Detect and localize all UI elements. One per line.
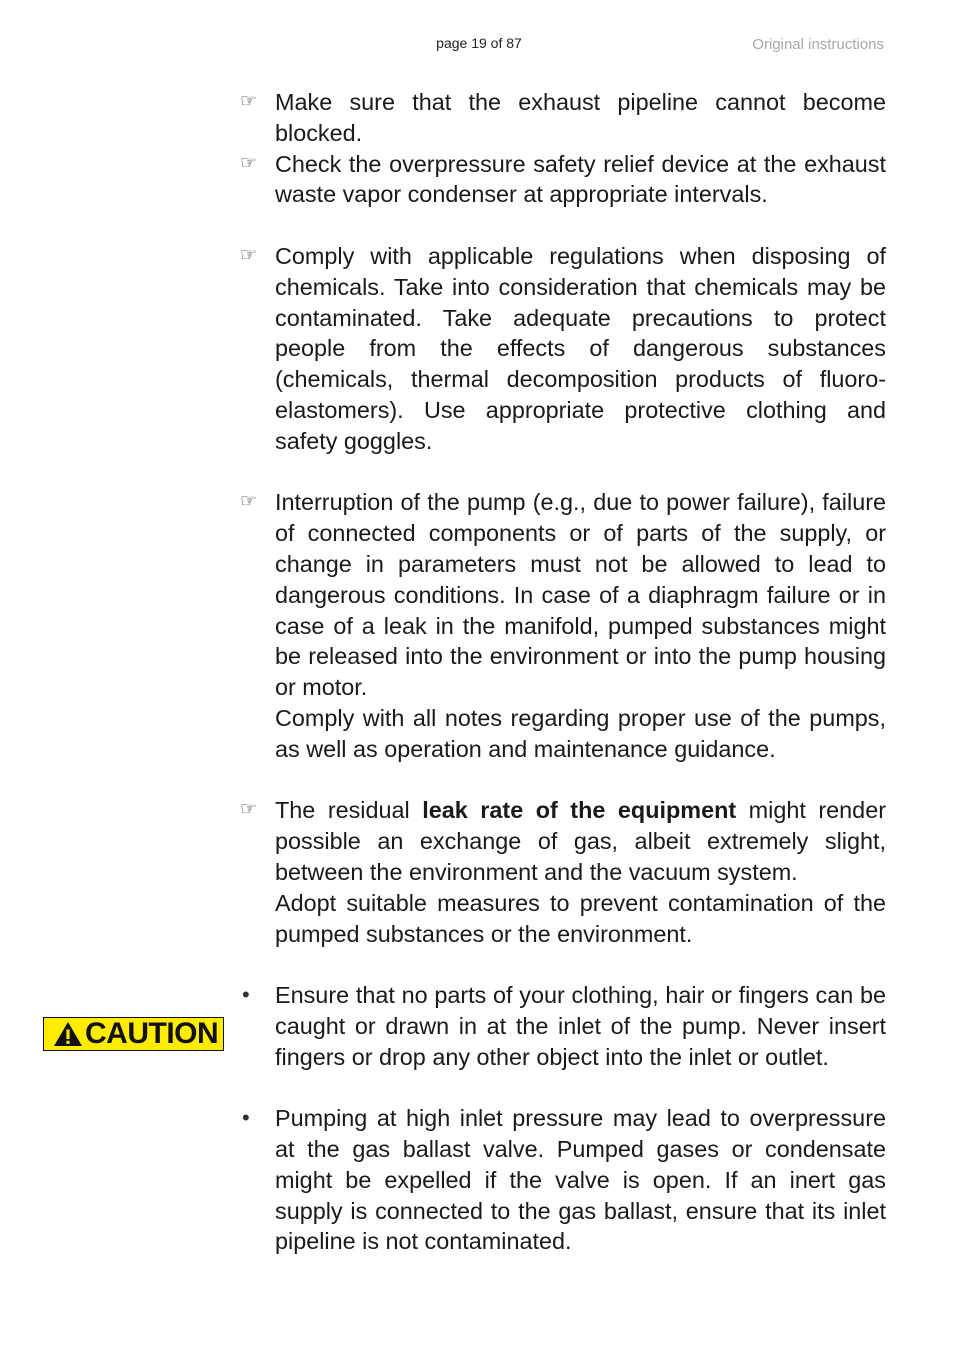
safety-instructions bbox=[240, 87, 886, 1257]
item-text: Check the overpressure safety relief device at the exhaust waste vapor condenser at appropriate intervals. bbox=[275, 150, 886, 208]
list-item bbox=[240, 795, 886, 949]
list-item bbox=[240, 87, 886, 149]
caution-label bbox=[43, 1017, 224, 1051]
list-item bbox=[240, 1103, 886, 1257]
list-item bbox=[240, 149, 886, 211]
item-text-continued: Comply with all notes regarding proper use of the pumps, as well as operation and maintenance guidance. bbox=[275, 704, 886, 762]
list-item bbox=[240, 487, 886, 764]
pointing-hand-icon: ☞ bbox=[240, 152, 258, 174]
spacer bbox=[240, 949, 886, 980]
caution-text: CAUTION bbox=[85, 1017, 219, 1050]
item-text-start: The residual bbox=[275, 797, 423, 824]
spacer bbox=[240, 210, 886, 241]
item-text-end: might render possible an exchange of gas, albeit extremely slight, between the environment and the vacuum system. bbox=[275, 797, 886, 885]
warning-triangle-icon bbox=[53, 1021, 83, 1047]
list-item bbox=[240, 980, 886, 1072]
spacer bbox=[240, 1073, 886, 1104]
spacer bbox=[240, 765, 886, 796]
pointing-hand-icon: ☞ bbox=[240, 91, 258, 112]
item-text: Make sure that the exhaust pipeline cannot become blocked. bbox=[275, 89, 886, 146]
spacer bbox=[240, 457, 886, 488]
list-item bbox=[240, 241, 886, 457]
pointing-hand-icon: ☞ bbox=[240, 799, 258, 821]
item-text: Interruption of the pump (e.g., due to power failure), failure of connected components or of parts of the supply, or change in parameters must not be allowed to lead to dangerous conditions. In case of a diaphragm failure or in case of a leak in the manifold, pumped substances might be released into the environment or into the pump housing or motor. bbox=[275, 489, 886, 701]
bullet-icon: • bbox=[242, 1105, 250, 1131]
item-text: Pumping at high inlet pressure may lead to overpressure at the gas ballast valve. Pumped gases or condensate might be expelled if the valve is open. If an inert gas supply is connected to the gas ballast, ensure that its inlet pipeline is not contaminated. bbox=[275, 1105, 886, 1255]
item-text: Ensure that no parts of your clothing, hair or fingers can be caught or drawn in at the inlet of the pump. Never insert fingers or drop any other object into the inlet or outlet. bbox=[275, 982, 886, 1070]
item-text-emphasis: leak rate of the equipment bbox=[422, 797, 737, 824]
item-text: Comply with applicable regulations when disposing of chemicals. Take into consideration that chemicals may be contaminated. Take adequate precautions to protect people from the effects of dangerous substances (chemicals, thermal decomposition products of fluoroelastomers). Use appropriate protective clothing and safety goggles. bbox=[275, 242, 886, 454]
item-text bbox=[275, 795, 886, 887]
pointing-hand-icon: ☞ bbox=[240, 244, 258, 266]
item-text-continued: Adopt suitable measures to prevent contamination of the pumped substances or the environment. bbox=[275, 889, 886, 947]
pointing-hand-icon: ☞ bbox=[240, 491, 258, 513]
page-number: page 19 of 87 bbox=[436, 35, 522, 51]
bullet-icon: • bbox=[242, 982, 250, 1008]
doc-label: Original instructions bbox=[752, 36, 884, 53]
